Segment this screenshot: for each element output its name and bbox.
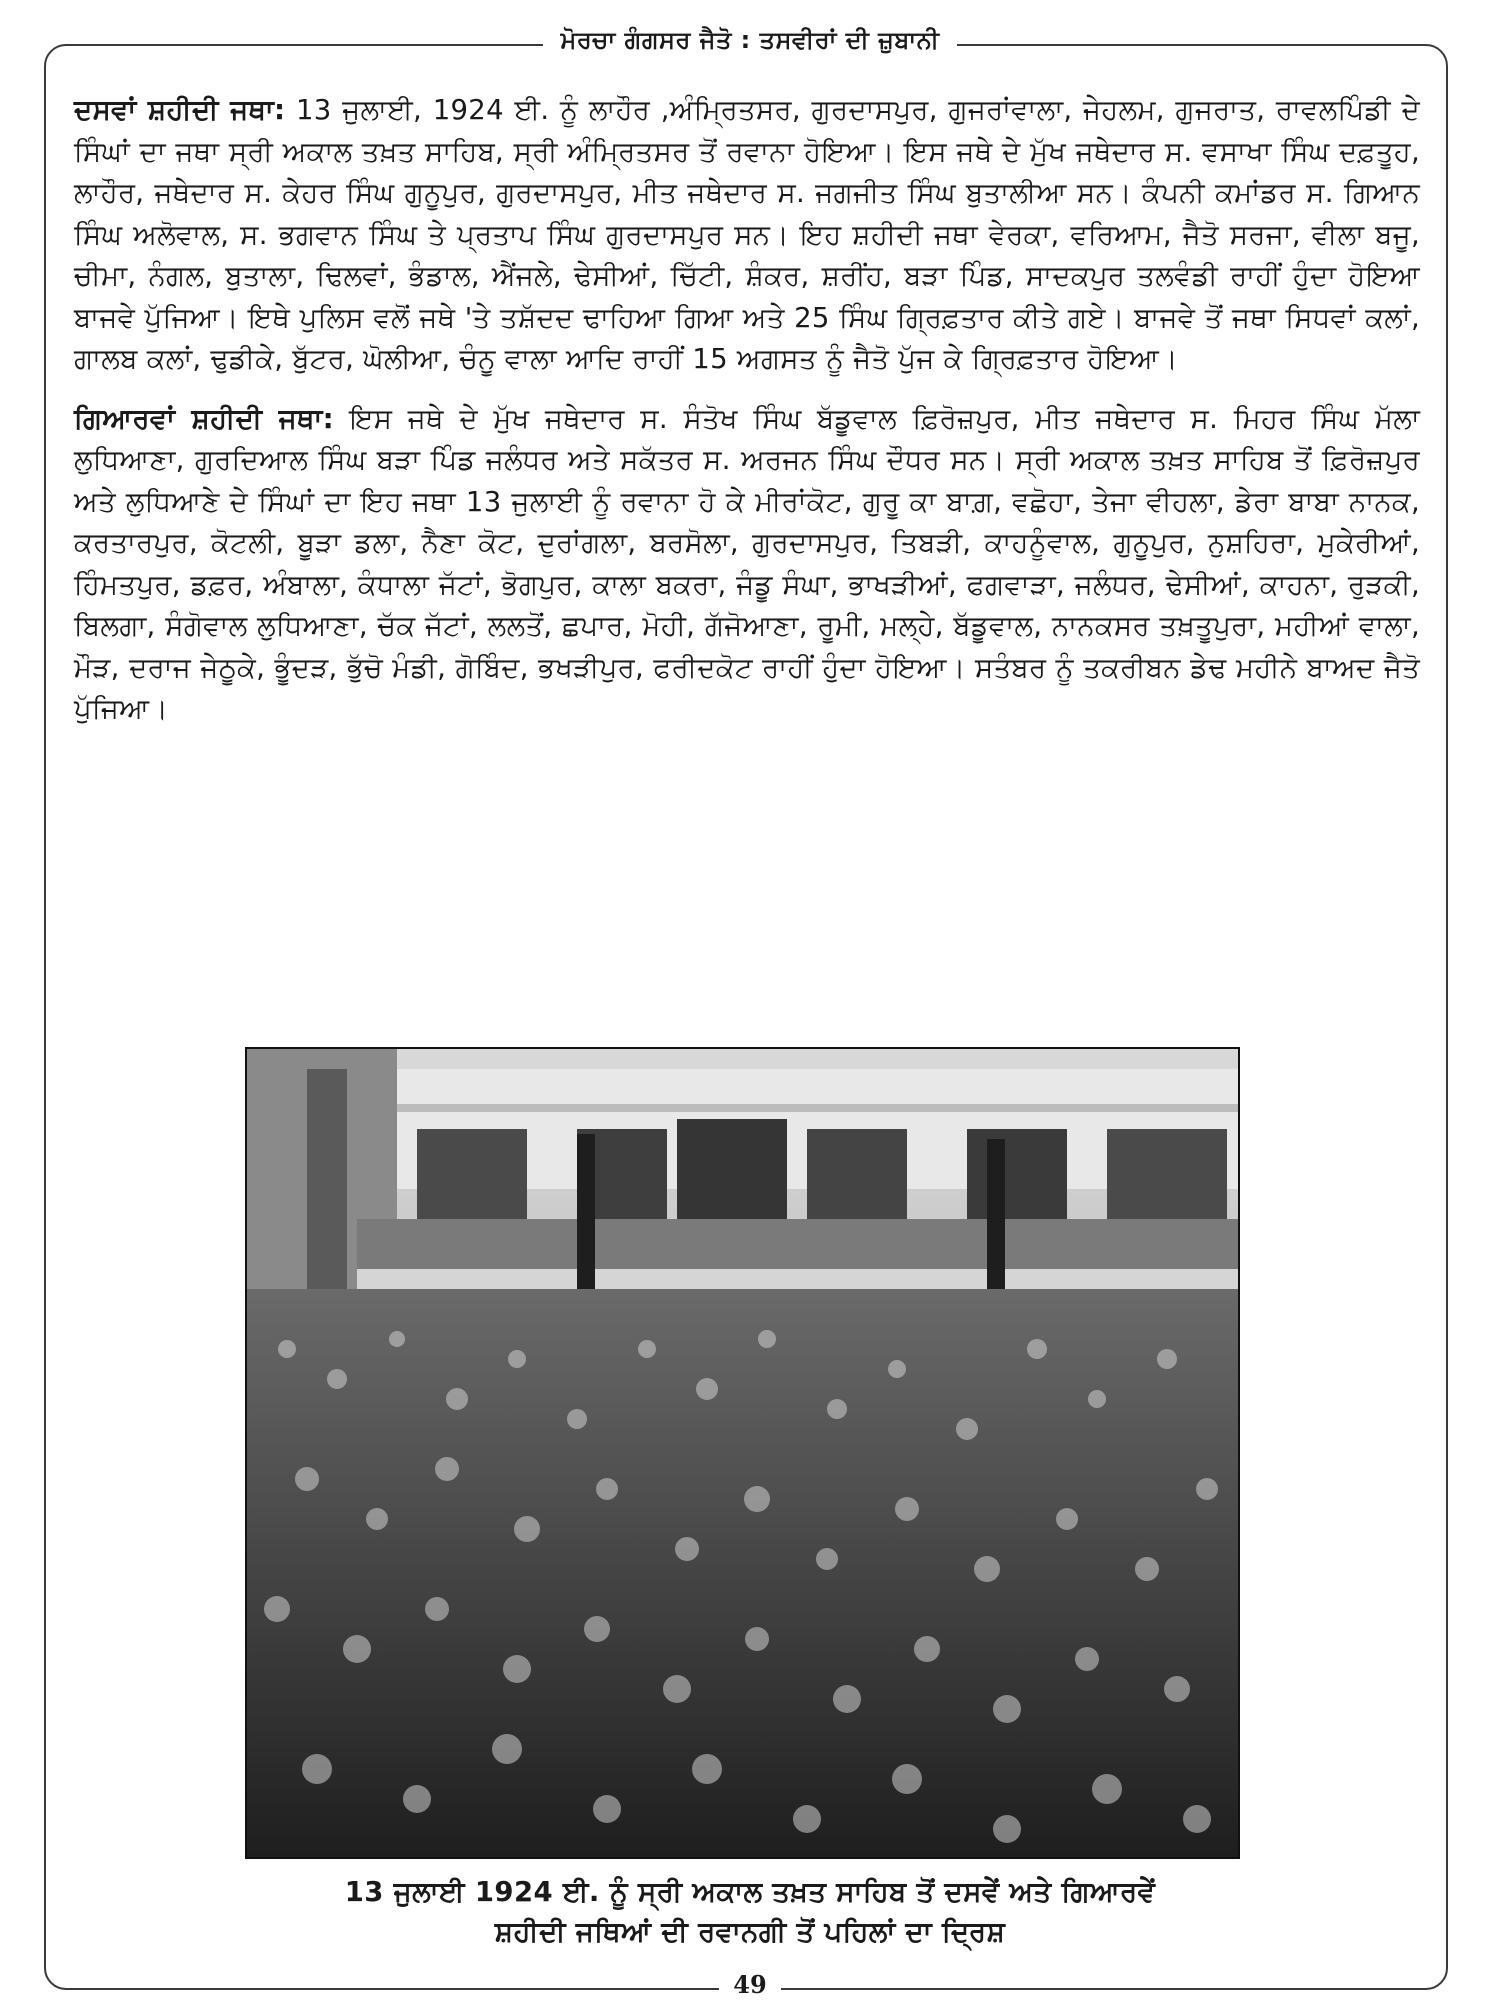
paragraph-text: 13 ਜੁਲਾਈ, 1924 ਈ. ਨੂੰ ਲਾਹੌਰ ,ਅੰਮ੍ਰਿਤਸਰ, ਗੁਰਦਾਸਪੁਰ, ਗੁਜਰਾਂਵਾਲਾ, ਜੇਹਲਮ, ਗੁਜਰਾਤ, ਰਾਵਲਪਿੰਡੀ ਦੇ ਸਿੰਘਾਂ ਦਾ ਜਥਾ ਸ੍ਰੀ ਅਕਾਲ ਤਖ਼ਤ ਸਾਹਿਬ, ਸ੍ਰੀ ਅੰਮ੍ਰਿਤਸਰ ਤੋਂ ਰਵਾਨਾ ਹੋਇਆ। ਇਸ ਜਥੇ ਦੇ ਮੁੱਖ ਜਥੇਦਾਰ ਸ. ਵਸਾਖਾ ਸਿੰਘ ਦਫ਼ਤੂਹ, ਲਾਹੌਰ, ਜਥੇਦਾਰ ਸ. ਕੇਹਰ ਸਿੰਘ ਗੁਨੂਪੁਰ, ਗੁਰਦਾਸਪੁਰ, ਮੀਤ ਜਥੇਦਾਰ ਸ. ਜਗਜੀਤ ਸਿੰਘ ਬੁਤਾਲੀਆ ਸਨ। ਕੰਪਨੀ ਕਮਾਂਡਰ ਸ. ਗਿਆਨ ਸਿੰਘ ਅਲੋਵਾਲ, ਸ. ਭਗਵਾਨ ਸਿੰਘ ਤੇ ਪ੍ਰਤਾਪ ਸਿੰਘ ਗੁਰਦਾਸਪੁਰ ਸਨ। ਇਹ ਸ਼ਹੀਦੀ ਜਥਾ ਵੇਰਕਾ, ਵਰਿਆਮ, ਜੈਤੋ ਸਰਜਾ, ਵੀਲਾ ਬਜੂ, ਚੀਮਾ, ਨੰਗਲ, ਬੁਤਾਲਾ, ਢਿਲਵਾਂ, ਭੰਡਾਲ, ਐਂਜਲੇ, ਢੇਸੀਆਂ, ਚਿੱਟੀ, ਸ਼ੰਕਰ, ਸ਼ਰੀਂਹ, ਬੜਾ ਪਿੰਡ, ਸਾਦਕਪੁਰ ਤਲਵੰਡੀ ਰਾਹੀਂ ਹੁੰਦਾ ਹੋਇਆ ਬਾਜਵੇ ਪੁੱਜਿਆ। ਇਥੇ ਪੁਲਿਸ ਵਲੋਂ ਜਥੇ 'ਤੇ ਤਸ਼ੱਦਦ ਢਾਹਿਆ ਗਿਆ ਅਤੇ 25 ਸਿੰਘ ਗ੍ਰਿਫ਼ਤਾਰ ਕੀਤੇ ਗਏ। ਬਾਜਵੇ ਤੋਂ ਜਥਾ ਸਿਧਵਾਂ ਕਲਾਂ, ਗਾਲਬ ਕਲਾਂ, ਢੁਡੀਕੇ, ਬੁੱਟਰ, ਘੋਲੀਆ, ਚੰਨੂ ਵਾਲਾ ਆਦਿ ਰਾਹੀਂ 15 ਅਗਸਤ ਨੂੰ ਜੈਤੋ ਪੁੱਜ ਕੇ ਗ੍ਰਿਫ਼ਤਾਰ ਹੋਇਆ। [74,94,1420,375]
running-header-title: ਮੋਰਚਾ ਗੰਗਸਰ ਜੈਤੋ : ਤਸਵੀਰਾਂ ਦੀ ਜ਼ੁਬਾਨੀ [543,26,958,54]
page-number [0,1970,1500,2000]
paragraph-tenth-jatha [74,90,1420,381]
historical-photograph [245,1047,1240,1859]
caption-line-2: ਸ਼ਹੀਦੀ ਜਥਿਆਂ ਦੀ ਰਵਾਨਗੀ ਤੋਂ ਪਹਿਲਾਂ ਦਾ ਦ੍ਰਿਸ਼ [494,1916,1006,1948]
paragraph-heading: ਗਿਆਰਵਾਂ ਸ਼ਹੀਦੀ ਜਥਾ: [74,402,334,435]
balcony-railing [357,1269,1238,1291]
building-cornice [397,1104,1238,1112]
caption-line-1: 13 ਜੁਲਾਈ 1924 ਈ. ਨੂੰ ਸ੍ਰੀ ਅਕਾਲ ਤਖ਼ਤ ਸਾਹਿਬ ਤੋਂ ਦਸਵੇਂ ਅਤੇ ਗਿਆਰਵੇਂ [344,1876,1156,1908]
crowd-mass [247,1289,1238,1857]
running-header [0,24,1500,56]
paragraph-heading: ਦਸਵਾਂ ਸ਼ਹੀਦੀ ਜਥਾ: [74,94,286,126]
building-left-pillar [307,1069,347,1309]
photo-caption [120,1872,1380,1952]
flag-pole-right [987,1139,1005,1299]
crowd-photo-illustration [247,1049,1238,1857]
paragraph-eleventh-jatha [74,399,1420,731]
flag-pole-left [577,1134,595,1304]
article-body [74,90,1420,749]
paragraph-text: ਇਸ ਜਥੇ ਦੇ ਮੁੱਖ ਜਥੇਦਾਰ ਸ. ਸੰਤੋਖ ਸਿੰਘ ਬੱਡੂਵਾਲ ਫ਼ਿਰੋਜ਼ਪੁਰ, ਮੀਤ ਜਥੇਦਾਰ ਸ. ਮਿਹਰ ਸਿੰਘ ਮੱਲਾ ਲੁਧਿਆਣਾ, ਗੁਰਦਿਆਲ ਸਿੰਘ ਬੜਾ ਪਿੰਡ ਜਲੰਧਰ ਅਤੇ ਸਕੱਤਰ ਸ. ਅਰਜਨ ਸਿੰਘ ਦੌਧਰ ਸਨ। ਸ੍ਰੀ ਅਕਾਲ ਤਖ਼ਤ ਸਾਹਿਬ ਤੋਂ ਫ਼ਿਰੋਜ਼ਪੁਰ ਅਤੇ ਲੁਧਿਆਣੇ ਦੇ ਸਿੰਘਾਂ ਦਾ ਇਹ ਜਥਾ 13 ਜੁਲਾਈ ਨੂੰ ਰਵਾਨਾ ਹੋ ਕੇ ਮੀਰਾਂਕੋਟ, ਗੁਰੂ ਕਾ ਬਾਗ਼, ਵਛੋਹਾ, ਤੇਜਾ ਵੀਹਲਾ, ਡੇਰਾ ਬਾਬਾ ਨਾਨਕ, ਕਰਤਾਰਪੁਰ, ਕੋਟਲੀ, ਬੂੜਾ ਡਲਾ, ਨੈਣਾ ਕੋਟ, ਦੁਰਾਂਗਲਾ, ਬਰਸੋਲਾ, ਗੁਰਦਾਸਪੁਰ, ਤਿਬੜੀ, ਕਾਹਨੂੰਵਾਲ, ਗੁਨੂਪੁਰ, ਨੁਸ਼ਹਿਰਾ, ਮੁਕੇਰੀਆਂ, ਹਿੰਮਤਪੁਰ, ਡਫ਼ਰ, ਅੰਬਾਲਾ, ਕੰਧਾਲਾ ਜੱਟਾਂ, ਭੋਗਪੁਰ, ਕਾਲਾ ਬਕਰਾ, ਜੰਡੂ ਸੰਘਾ, ਭਾਖੜੀਆਂ, ਫਗਵਾੜਾ, ਜਲੰਧਰ, ਢੇਸੀਆਂ, ਕਾਹਨਾ, ਰੁੜਕੀ, ਬਿਲਗਾ, ਸੰਗੋਵਾਲ ਲੁਧਿਆਣਾ, ਚੱਕ ਜੱਟਾਂ, ਲਲਤੋਂ, ਛਪਾਰ, ਮੋਹੀ, ਗੱਜੋਆਣਾ, ਰੂਮੀ, ਮਲ੍ਹੇ, ਬੱਡੂਵਾਲ, ਨਾਨਕਸਰ ਤਖ਼ਤੂਪੁਰਾ, ਮਹੀਆਂ ਵਾਲਾ, ਮੌੜ, ਦਰਾਜ ਜੇਠੂਕੇ, ਭੂੰਦੜ, ਭੁੱਚੋ ਮੰਡੀ, ਗੋਬਿੰਦ, ਭਖੜੀਪੁਰ, ਫਰੀਦਕੋਟ ਰਾਹੀਂ ਹੁੰਦਾ ਹੋਇਆ। ਸਤੰਬਰ ਨੂੰ ਤਕਰੀਬਨ ਡੇਢ ਮਹੀਨੇ ਬਾਅਦ ਜੈਤੋ ਪੁੱਜਿਆ। [74,402,1420,725]
page-number-value: 49 [719,1970,780,1999]
